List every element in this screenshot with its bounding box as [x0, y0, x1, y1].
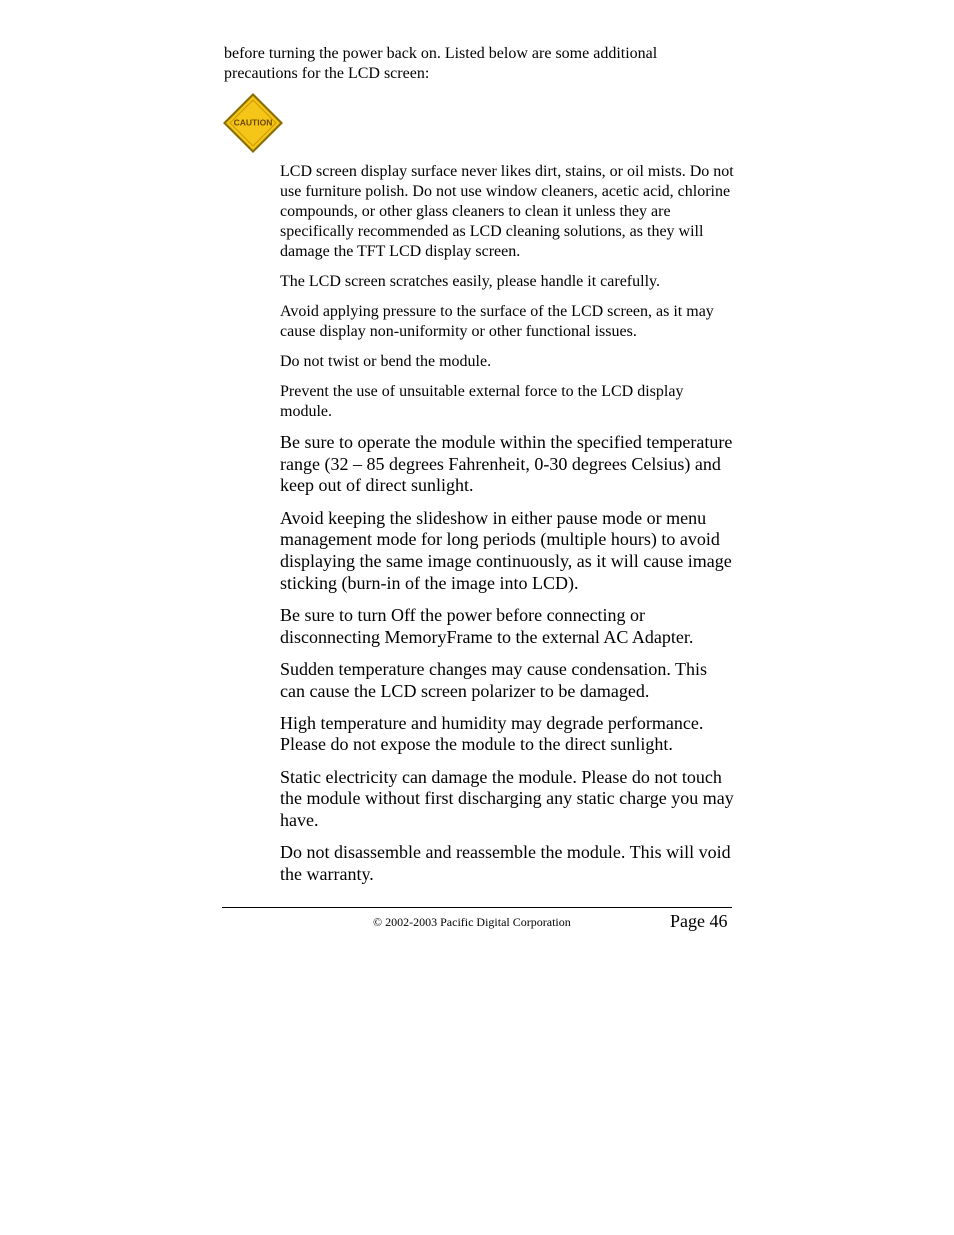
precaution-item-cleaning: LCD screen display surface never likes dirt, stains, or oil mists. Do not use furniture polish. Do not use window cleaners, acetic acid, chlorine compounds, or other glass cleaners to clean it unless they are specifically recommended as LCD cleaning solutions, as they will damage the TFT LCD display screen. [280, 163, 734, 260]
precaution-item-image-sticking: Avoid keeping the slideshow in either pause mode or menu management mode for long periods (multiple hours) to avoid displaying the same image continuously, as it will cause image sticking (burn-in of the image into LCD). [280, 507, 732, 593]
precaution-item-twist: Do not twist or bend the module. [280, 353, 492, 370]
precaution-item-scratches: The LCD screen scratches easily, please handle it carefully. [280, 273, 660, 290]
precaution-item-power-off: Be sure to turn Off the power before connecting or disconnecting MemoryFrame to the external AC Adapter. [280, 604, 694, 647]
caution-icon-label: CAUTION [233, 117, 273, 128]
caution-icon [222, 92, 284, 154]
footer-copyright: © 2002-2003 Pacific Digital Corporation [373, 915, 571, 929]
precaution-item-condensation: Sudden temperature changes may cause condensation. This can cause the LCD screen polarizer to be damaged. [280, 658, 708, 701]
precaution-item-external-force: Prevent the use of unsuitable external force to the LCD display module. [280, 383, 684, 420]
page-number: Page 46 [670, 911, 728, 931]
precaution-item-disassemble: Do not disassemble and reassemble the module. This will void the warranty. [280, 842, 731, 884]
precaution-item-pressure: Avoid applying pressure to the surface of the LCD screen, as it may cause display non-uniformity or other functional issues. [280, 303, 714, 340]
precaution-item-temperature-range: Be sure to operate the module within the specified temperature range (32 – 85 degrees Fahrenheit, 0-30 degrees Celsius) and keep out of direct sunlight. [280, 432, 733, 496]
precautions-list [280, 162, 735, 896]
intro-paragraph: before turning the power back on. Listed below are some additional precautions for the LCD screen: [224, 45, 658, 82]
precaution-item-humidity: High temperature and humidity may degrade performance. Please do not expose the module to the direct sunlight. [280, 712, 704, 755]
footer-divider [222, 907, 732, 908]
precaution-item-static: Static electricity can damage the module. Please do not touch the module without first discharging any static charge you may have. [280, 766, 734, 831]
